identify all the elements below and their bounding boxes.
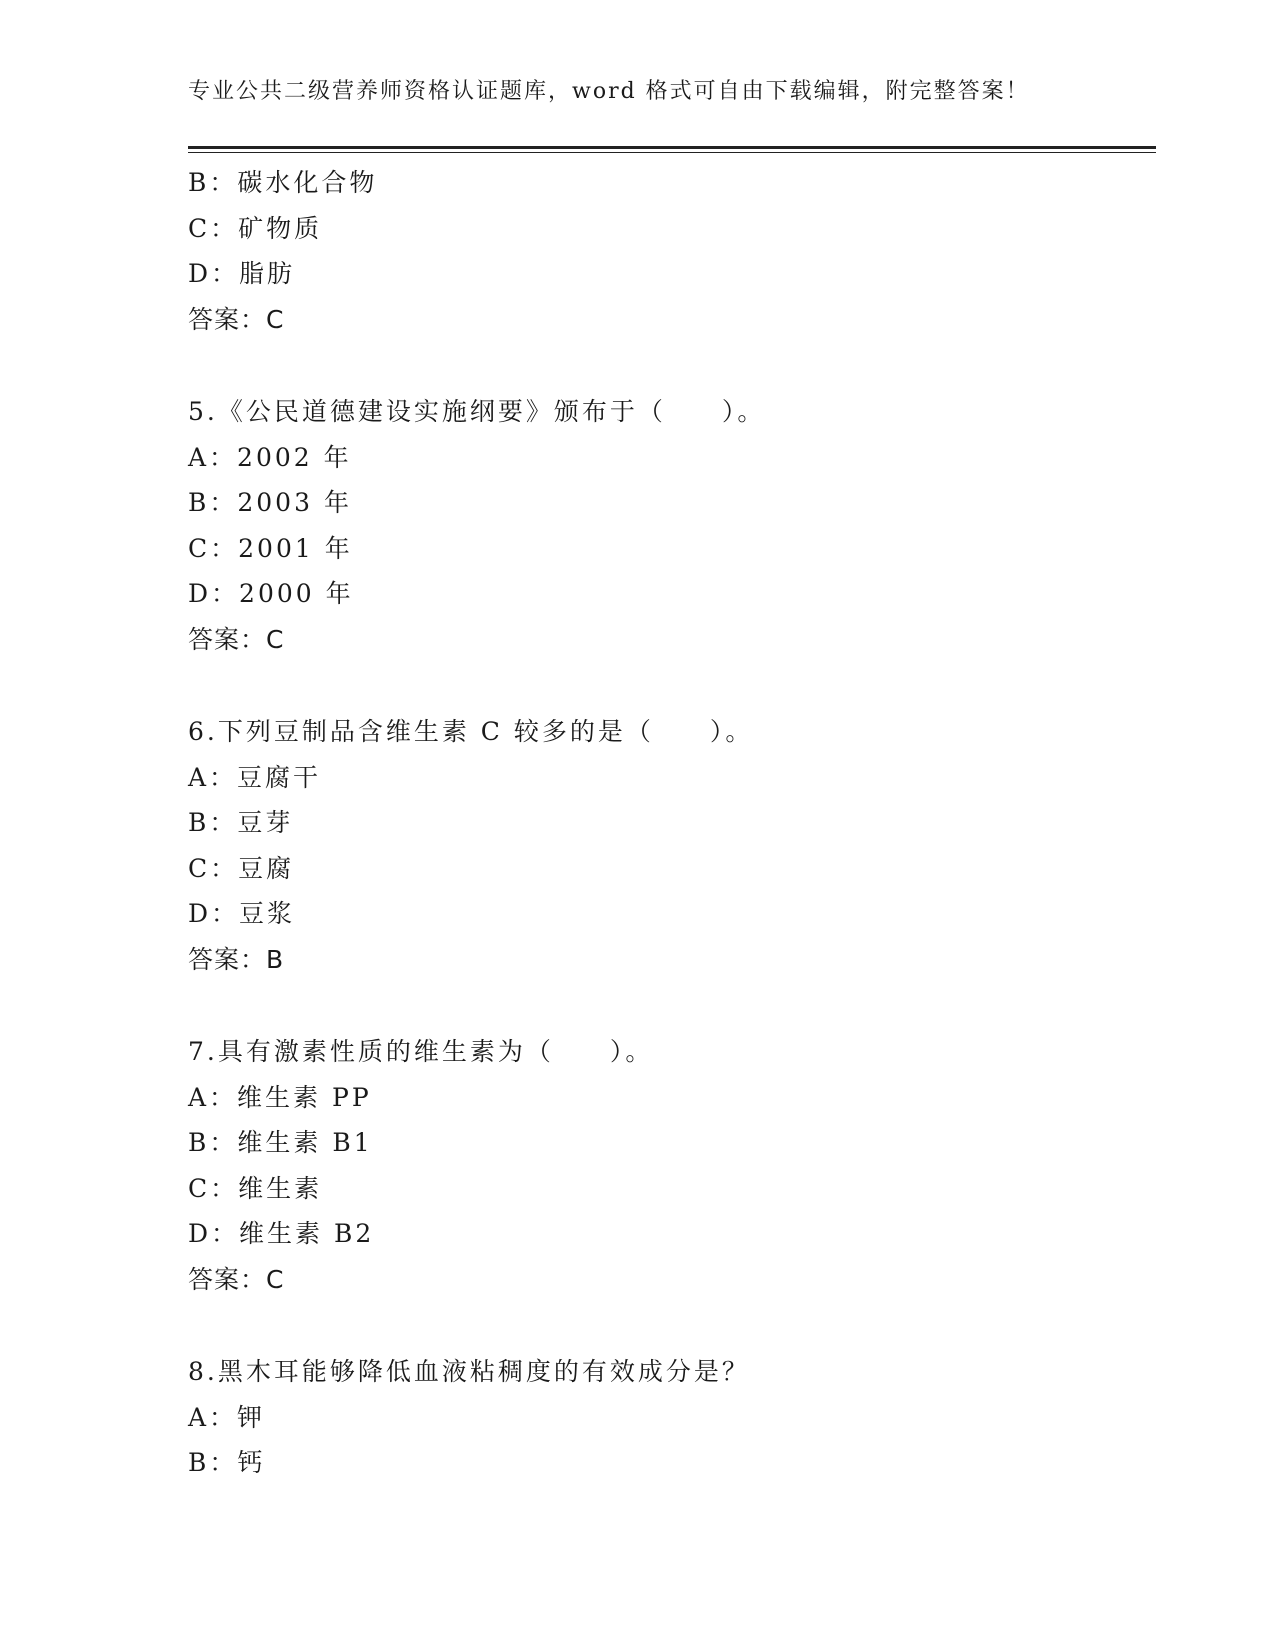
option-d: D：脂肪 (188, 259, 296, 288)
option-c: C：矿物质 (188, 213, 323, 243)
question-5 (188, 389, 1156, 662)
option-c: C：维生素 (188, 1173, 323, 1203)
header-rule-thick (188, 146, 1156, 149)
question-stem: 7.具有激素性质的维生素为（ ）。 (188, 1037, 654, 1066)
question-list (188, 160, 1156, 1486)
option-a: A：2002 年 (188, 442, 352, 472)
question-4-tail (188, 160, 1156, 342)
question-stem: 6.下列豆制品含维生素 C 较多的是（ ）。 (188, 717, 754, 746)
option-d: D：豆浆 (188, 899, 296, 928)
option-b: B：碳水化合物 (188, 168, 378, 197)
header-rule-thin (188, 152, 1156, 153)
answer: 答案：B (188, 944, 285, 974)
option-b: B：维生素 B1 (188, 1128, 373, 1157)
answer: 答案：C (188, 624, 285, 654)
question-7 (188, 1029, 1156, 1302)
option-b: B：钙 (188, 1448, 266, 1477)
question-6 (188, 709, 1156, 982)
question-8 (188, 1349, 1156, 1486)
option-a: A：豆腐干 (188, 762, 322, 792)
page-header: 专业公共二级营养师资格认证题库，word 格式可自由下载编辑，附完整答案！ (188, 79, 1030, 104)
question-stem: 5.《公民道德建设实施纲要》颁布于（ ）。 (188, 397, 766, 426)
option-d: D：维生素 B2 (188, 1219, 375, 1248)
option-a: A：维生素 PP (188, 1082, 372, 1112)
option-d: D：2000 年 (188, 579, 354, 608)
question-stem: 8.黑木耳能够降低血液粘稠度的有效成分是？ (188, 1357, 750, 1386)
answer: 答案：C (188, 1264, 285, 1294)
option-b: B：豆芽 (188, 808, 294, 837)
option-a: A：钾 (188, 1402, 266, 1432)
option-b: B：2003 年 (188, 488, 352, 517)
option-c: C：2001 年 (188, 533, 353, 563)
answer: 答案：C (188, 304, 285, 334)
option-c: C：豆腐 (188, 853, 295, 883)
